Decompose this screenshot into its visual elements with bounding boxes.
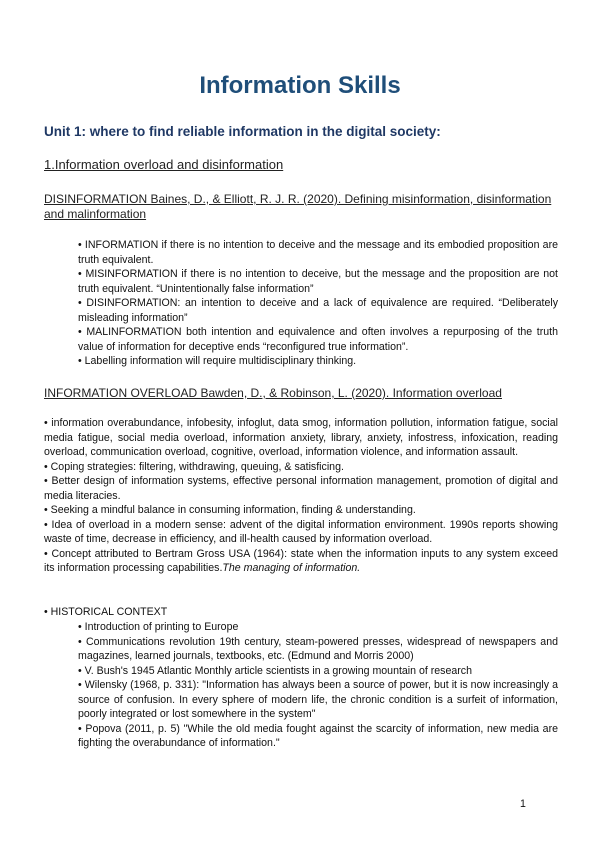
historical-context-list <box>78 620 558 751</box>
unit-heading: Unit 1: where to find reliable information in the digital society: <box>44 124 441 139</box>
list-item: • Introduction of printing to Europe <box>78 621 239 633</box>
list-item: • INFORMATION if there is no intention to deceive and the message and its embodied proposition are truth equivalent. <box>78 239 558 266</box>
list-item: • DISINFORMATION: an intention to deceive and a lack of equivalence are required. “Deliberately misleading information” <box>78 297 558 324</box>
list-item: • information overabundance, infobesity, infoglut, data smog, information pollution, information fatigue, social media fatigue, social media overload, information anxiety, library, anxiety, infostress, infoxication, reading overload, communication overload, cognitive, overload, information violence, and information assault. <box>44 417 558 458</box>
list-item: • Idea of overload in a modern sense: advent of the digital information environment. 1990s reports showing waste of time, decrease in efficiency, and ill-health caused by information overload. <box>44 518 558 545</box>
information-overload-heading: INFORMATION OVERLOAD Bawden, D., & Robinson, L. (2020). Information overload <box>44 386 502 400</box>
list-item: • Labelling information will require multidisciplinary thinking. <box>78 355 357 367</box>
list-item: • Coping strategies: filtering, withdrawing, queuing, & satisficing. <box>44 460 344 473</box>
list-item-italic: The managing of information. <box>222 562 361 574</box>
list-item <box>44 547 558 576</box>
information-overload-list <box>44 416 558 576</box>
section-heading: 1.Information overload and disinformation <box>44 157 284 172</box>
disinformation-list <box>78 238 558 369</box>
list-item: • MISINFORMATION if there is no intention to deceive, but the message and the proposition are not truth equivalent. “Unintentionally false information” <box>78 268 558 295</box>
list-item: • MALINFORMATION both intention and equivalence and often involves a repurposing of the truth value of information for deceptive ends “reconfigured true information”. <box>78 326 558 353</box>
list-item-text: • Concept attributed to Bertram Gross USA (1964): state when the information inputs to any system exceed its information processing capabilities. <box>44 547 558 574</box>
page-title: Information Skills <box>199 72 401 99</box>
page-number: 1 <box>520 798 526 810</box>
list-item: • Popova (2011, p. 5) "While the old media fought against the scarcity of information, new media are fighting the overabundance of information." <box>78 722 558 749</box>
list-item: • Better design of information systems, effective personal information management, promotion of digital and media literacies. <box>44 475 558 502</box>
disinformation-heading: DISINFORMATION Baines, D., & Elliott, R. J. R. (2020). Defining misinformation, disinformation and malinformation <box>44 192 552 221</box>
list-item: • Communications revolution 19th century, steam-powered presses, widespread of newspapers and magazines, learned journals, textbooks, etc. (Edmund and Morris 2000) <box>78 635 558 662</box>
list-item: • Wilensky (1968, p. 331): "Information has always been a source of power, but it is now increasingly a source of confusion. In every sphere of modern life, the chronic condition is a surfeit of information, poorly integrated or lost somewhere in the system" <box>78 679 558 720</box>
list-item: • Seeking a mindful balance in consuming information, finding & understanding. <box>44 504 416 516</box>
historical-context-heading: • HISTORICAL CONTEXT <box>44 606 168 618</box>
list-item: • V. Bush's 1945 Atlantic Monthly article scientists in a growing mountain of research <box>78 664 472 677</box>
